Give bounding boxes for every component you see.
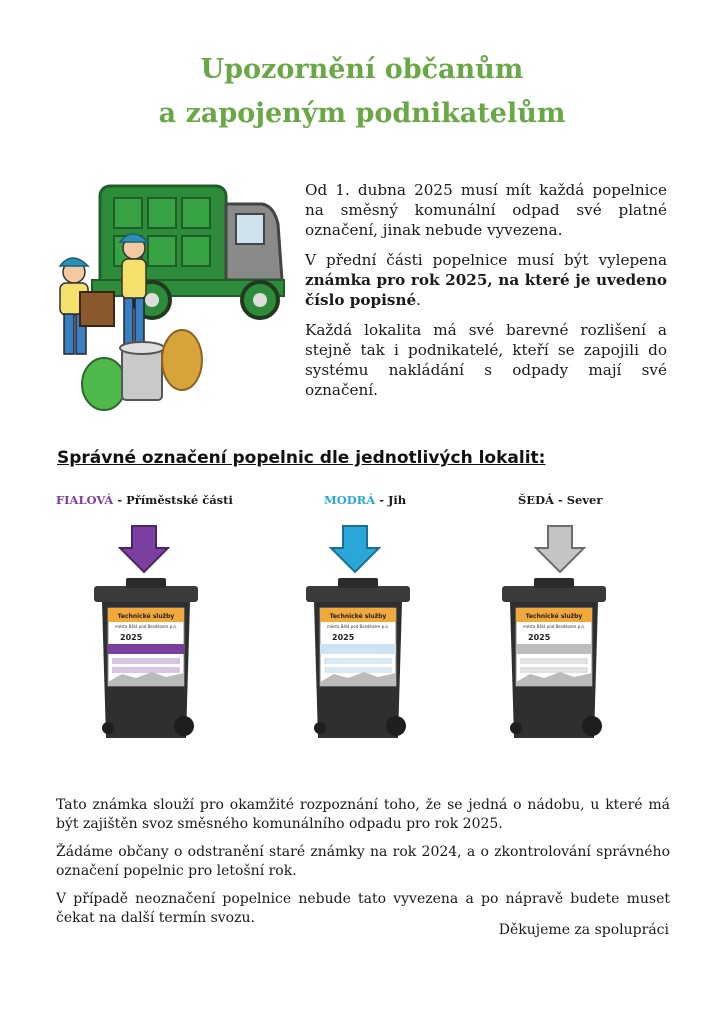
sticker-subheader: města Bělá pod Bezdězem p.o. [522,624,586,629]
thanks-note: Děkujeme za spolupráci [498,922,669,938]
intro-paragraph-1: Od 1. dubna 2025 musí mít každá popelnice na směsný komunální odpad své platné označení, jinak nebude vyvezena. [305,181,667,239]
location-separator: - [375,493,388,507]
intro-paragraph-3: Každá lokalita má své barevné rozlišení a stejně tak i podnikatelé, kteří se zapojili do systému nakládání s odpady mají své označení. [305,321,667,399]
intro-p2-bold: známka pro rok 2025, na které je uvedeno číslo popisné [305,271,667,309]
location-label-purple [56,493,233,507]
location-area: Sever [566,493,603,507]
sticker-year: 2025 [332,633,355,642]
footer-paragraph-1: Tato známka slouží pro okamžité rozpoznání toho, že se jedná o nádobu, u které má být zajištěn svoz směsného komunálního odpadu pro rok 2025. [56,797,670,832]
sticker-year: 2025 [120,633,143,642]
footer-paragraph-3: V případě neoznačení popelnice nebude tato vyvezena a po nápravě budete muset čekat na další termín svozu. [56,891,670,926]
location-separator: - [113,493,127,507]
arrow-down-icon-blue [329,524,381,574]
footer-paragraph-2: Žádáme občany o odstranění staré známky na rok 2024, a o zkontrolování správného označení popelnic pro letošní rok. [56,844,670,879]
sticker-year: 2025 [528,633,551,642]
location-color-name: MODRÁ [324,493,376,507]
waste-bin-gray-sticker [500,578,612,750]
location-color-name: ŠEDÁ [518,493,554,507]
intro-paragraph-2 [305,250,667,310]
arrow-down-icon-gray [534,524,586,574]
intro-p2-start: V přední části popelnice musí být vylepena [305,251,667,269]
location-area: Příměstské části [126,493,233,507]
sticker-header: Technické služby [117,613,175,620]
location-label-blue [324,493,406,507]
location-label-gray [518,493,602,507]
waste-bin-blue-sticker [304,578,416,750]
location-area: Jih [387,493,407,507]
sticker-header: Technické služby [329,613,387,620]
sticker-subheader: města Bělá pod Bezdězem p.o. [114,624,178,629]
garbage-truck-illustration [52,180,292,416]
title-line-1: Upozornění občanům [200,54,524,85]
title-line-2: a zapojeným podnikatelům [158,98,566,129]
waste-bin-purple-sticker [92,578,204,750]
sticker-subheader: města Bělá pod Bezdězem p.o. [326,624,390,629]
location-color-name: FIALOVÁ [56,493,114,507]
section-heading: Správné označení popelnic dle jednotlivých lokalit: [57,448,546,468]
location-separator: - [553,493,567,507]
page-title [0,48,724,136]
intro-text [305,180,667,410]
intro-p2-end: . [416,291,421,309]
arrow-down-icon-purple [118,524,170,574]
footer-text [56,796,670,937]
sticker-header: Technické služby [525,613,583,620]
